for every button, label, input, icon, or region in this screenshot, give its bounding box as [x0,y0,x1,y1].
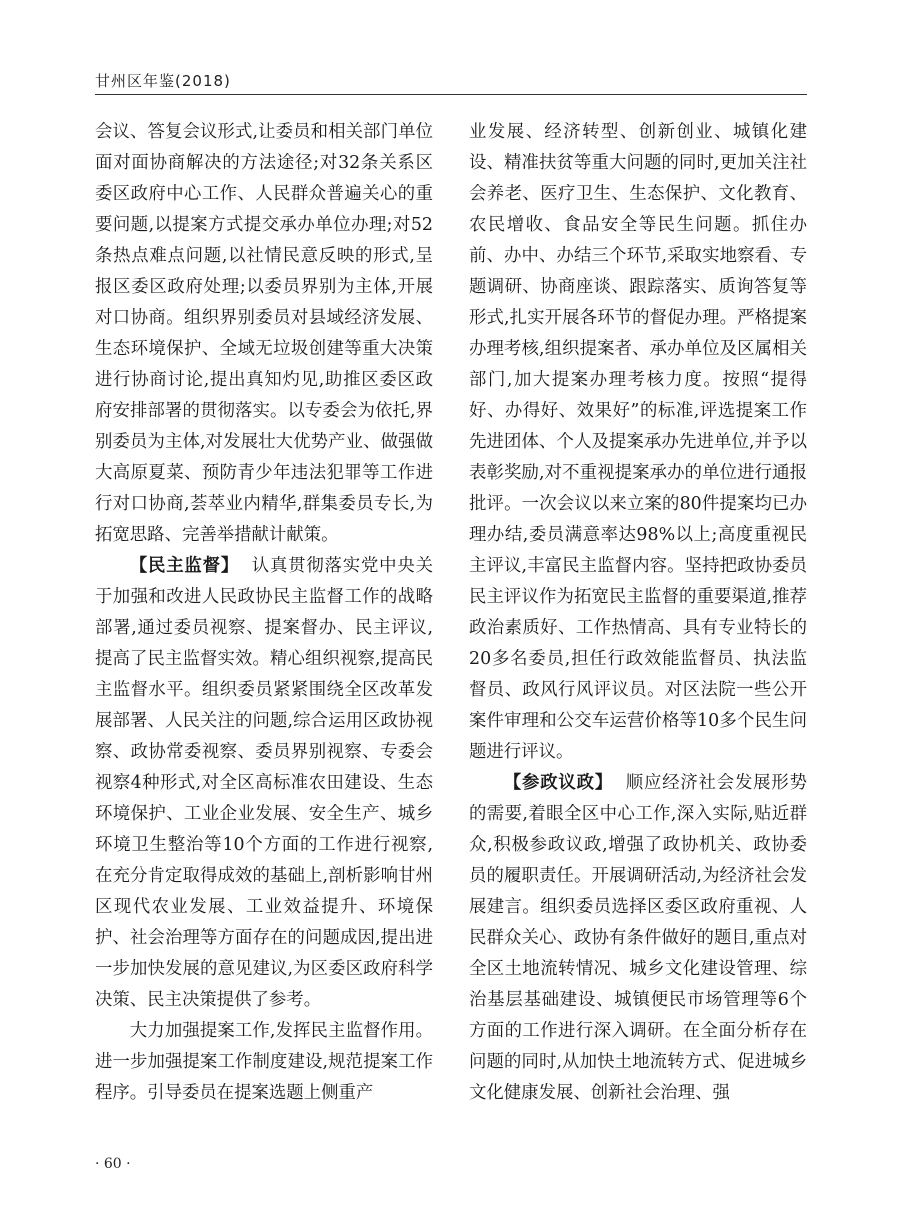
right-column [469,117,807,1109]
yearbook-title: 甘州区年鉴(2018) [95,72,231,90]
section-heading-political-participation: 【参政议政】 [503,773,614,793]
page-number: · 60 · [95,1156,131,1172]
paragraph-body: 顺应经济社会发展形势的需要,着眼全区中心工作,深入实际,贴近群众,积极参政议政,增强了政协机关、政协委员的履职责任。开展调研活动,为经济社会发展建言。组织委员选择区委区政府重视、人民群众关心、政协有条件做好的题目,重点对全区土地流转情况、城乡文化建设管理、综治基层基础建设、城镇便民市场管理等6个方面的工作进行深入调研。在全面分析存在问题的同时,从加快土地流转方式、促进城乡文化健康发展、创新社会治理、强 [469,773,807,1103]
header-rule [95,94,807,95]
left-column [95,117,433,1109]
paragraph: 大力加强提案工作,发挥民主监督作用。进一步加强提案工作制度建设,规范提案工作程序。引导委员在提案选题上侧重产 [95,1021,433,1103]
section-heading-democratic-supervision: 【民主监督】 [129,556,240,576]
paragraph-with-heading [95,551,433,1016]
running-header [95,70,807,91]
paragraph-body: 认真贯彻落实党中央关于加强和改进人民政协民主监督工作的战略部署,通过委员视察、提案督办、民主评议,提高了民主监督实效。精心组织视察,提高民主监督水平。组织委员紧紧围绕全区改革发展部署、人民关注的问题,综合运用区政协视察、政协常委视察、委员界别视察、专委会视察4种形式,对全区高标准农田建设、生态环境保护、工业企业发展、安全生产、城乡环境卫生整治等10个方面的工作进行视察,在充分肯定取得成效的基础上,剖析影响甘州区现代农业发展、工业效益提升、环境保护、社会治理等方面存在的问题成因,提出进一步加快发展的意见建议,为区委区政府科学决策、民主决策提供了参考。 [95,556,433,1010]
paragraph-with-heading [469,768,807,1109]
paragraph: 会议、答复会议形式,让委员和相关部门单位面对面协商解决的方法途径;对32条关系区委区政府中心工作、人民群众普遍关心的重要问题,以提案方式提交承办单位办理;对52条热点难点问题,以社情民意反映的形式,呈报区委区政府处理;以委员界别为主体,开展对口协商。组织界别委员对县域经济发展、生态环境保护、全域无垃圾创建等重大决策进行协商讨论,提出真知灼见,助推区委区政府安排部署的贯彻落实。以专委会为依托,界别委员为主体,对发展壮大优势产业、做强做大高原夏菜、预防青少年违法犯罪等工作进行对口协商,荟萃业内精华,群集委员专长,为拓宽思路、完善举措献计献策。 [95,122,433,545]
paragraph: 业发展、经济转型、创新创业、城镇化建设、精准扶贫等重大问题的同时,更加关注社会养老、医疗卫生、生态保护、文化教育、农民增收、食品安全等民生问题。抓住办前、办中、办结三个环节,采取实地察看、专题调研、协商座谈、跟踪落实、质询答复等形式,扎实开展各环节的督促办理。严格提案办理考核,组织提案者、承办单位及区属相关部门,加大提案办理考核力度。按照“提得好、办得好、效果好”的标准,评选提案工作先进团体、个人及提案承办先进单位,并予以表彰奖励,对不重视提案承办的单位进行通报批评。一次会议以来立案的80件提案均已办理办结,委员满意率达98%以上;高度重视民主评议,丰富民主监督内容。坚持把政协委员民主评议作为拓宽民主监督的重要渠道,推荐政治素质好、工作热情高、具有专业特长的20多名委员,担任行政效能监督员、执法监督员、政风行风评议员。对区法院一些公开案件审理和公交车运营价格等10多个民生问题进行评议。 [469,122,807,762]
